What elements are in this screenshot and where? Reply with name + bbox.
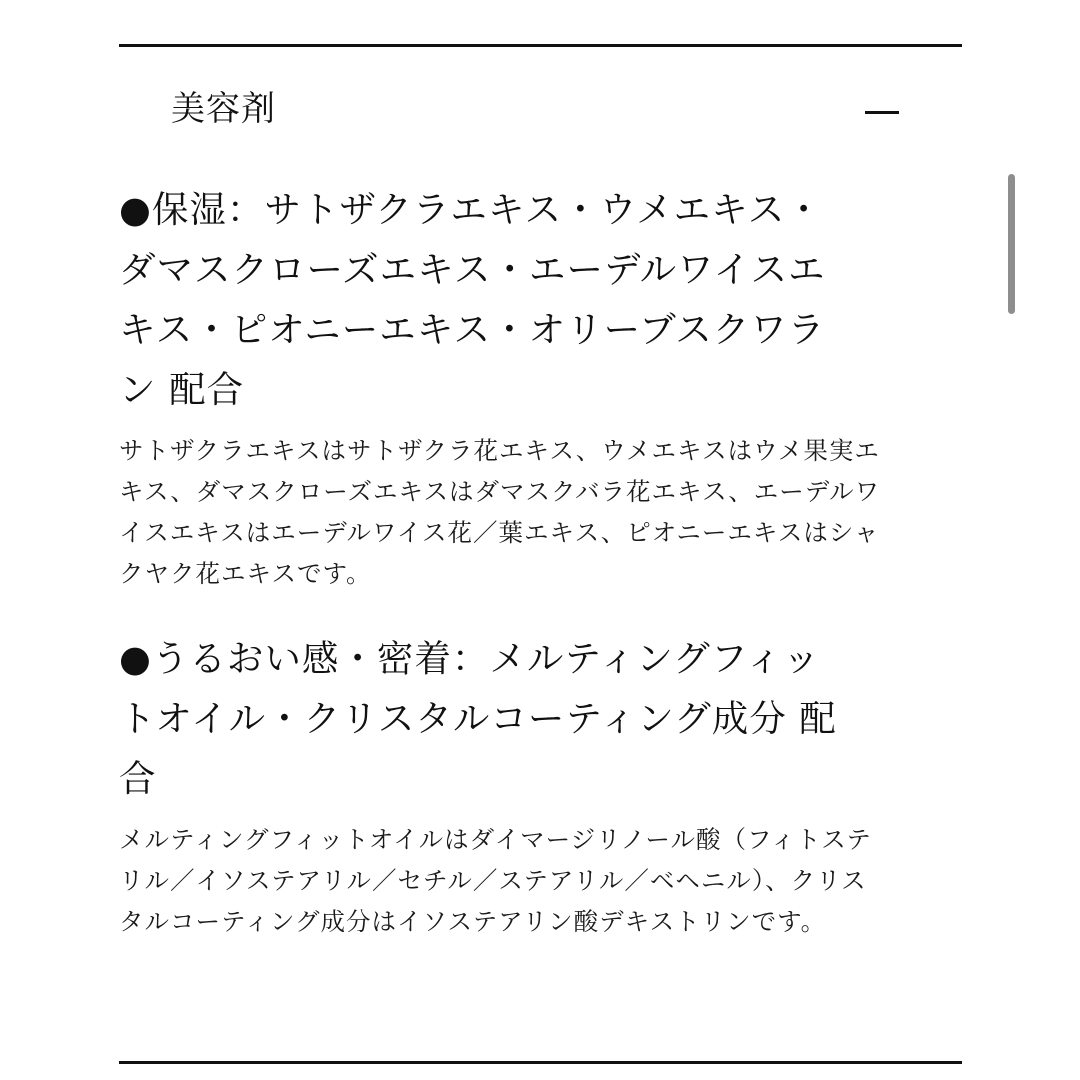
item-heading-adhesion: ●うるおい感・密着：メルティングフィッ トオイル・クリスタルコーティング成分 配 合 [119,637,837,800]
collapse-toggle-button[interactable] [859,92,905,132]
item-description-moisture: サトザクラエキスはサトザクラ花エキス、ウメエキスはウメ果実エ キス、ダマスクローズエキスはダマスクバラ花エキス、エーデルワ イスエキスはエーデルワイス花／葉エキス、ピオニーエキスはシャ クヤク花エキスです。 [119,436,881,588]
scrollbar-thumb[interactable] [1008,174,1015,314]
section-content [119,180,939,942]
section-title: 美容剤 [171,89,276,129]
minus-icon [865,111,899,114]
item-heading-moisture: ●保湿：サトザクラエキス・ウメエキス・ ダマスクローズエキス・エーデルワイスエ キス・ピオニーエキス・オリーブスクワラ ン 配合 [119,188,826,411]
item-description-adhesion: メルティングフィットオイルはダイマージリノール酸（フィトステ リル／イソステアリル／セチル／ステアリル／ベヘニル）、クリス タルコーティング成分はイソステアリン酸デキストリンです。 [119,825,872,936]
top-divider [119,44,962,47]
bottom-divider [119,1061,962,1064]
